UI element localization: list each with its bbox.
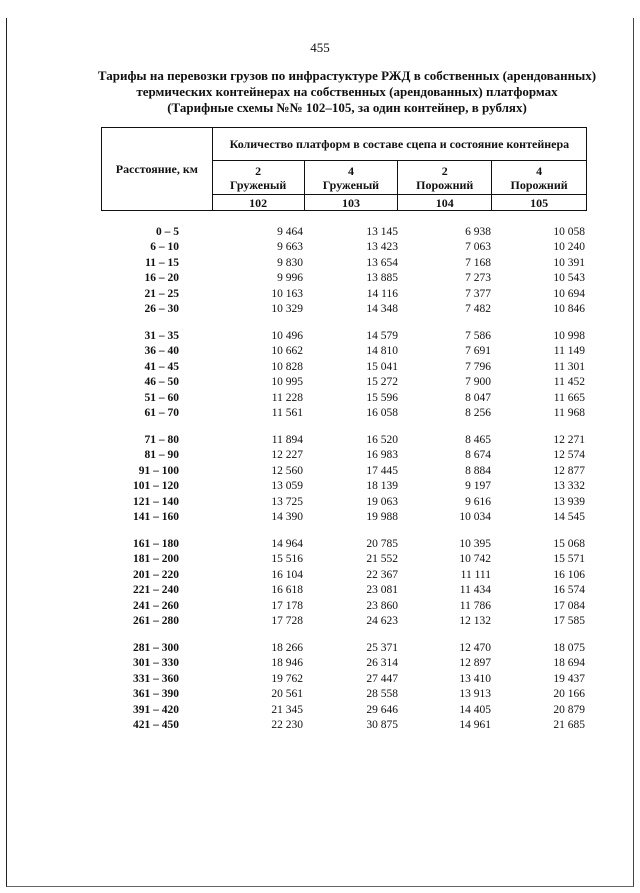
- tariff-103-cell: 19 063: [366, 495, 398, 508]
- distance-cell: 221 – 240: [133, 584, 179, 597]
- tariff-105-cell: 15 571: [553, 553, 585, 566]
- distance-cell: 36 – 40: [144, 345, 179, 358]
- tariff-105-cell: 10 391: [553, 256, 585, 269]
- tariff-code: 102: [212, 195, 304, 211]
- tariff-103-cell: 18 139: [366, 480, 398, 493]
- tariff-102-cell: 9 464: [277, 226, 303, 238]
- distance-cell: 26 – 30: [144, 303, 179, 315]
- tariff-105-cell: 19 437: [553, 672, 585, 685]
- table-row: [0, 434, 640, 449]
- distance-cell: 281 – 300: [133, 642, 179, 654]
- tariff-104-cell: 8 884: [465, 464, 491, 477]
- table-row: [0, 569, 640, 584]
- tariff-105-cell: 13 939: [553, 495, 585, 508]
- distance-cell: 201 – 220: [133, 568, 179, 581]
- tariff-104-cell: 9 616: [465, 495, 491, 508]
- tariff-105-cell: 16 574: [553, 584, 585, 597]
- tariff-102-cell: 10 496: [271, 330, 303, 342]
- tariff-104-cell: 13 913: [459, 688, 491, 701]
- tariff-code: 103: [304, 195, 398, 211]
- tariff-103-cell: 25 371: [366, 642, 398, 654]
- tariff-103-cell: 19 988: [366, 511, 398, 523]
- tariff-104-cell: 7 691: [465, 345, 491, 358]
- tariff-103-cell: 26 314: [366, 657, 398, 670]
- tariff-102-cell: 17 728: [271, 615, 303, 627]
- distance-cell: 101 – 120: [133, 480, 179, 493]
- tariff-102-cell: 18 266: [271, 642, 303, 654]
- table-row: [0, 449, 640, 464]
- distance-cell: 421 – 450: [133, 719, 179, 731]
- tariff-104-cell: 12 132: [459, 615, 491, 627]
- tariff-104-cell: 11 434: [459, 584, 491, 597]
- tariff-103-cell: 13 885: [366, 272, 398, 285]
- distance-cell: 46 – 50: [144, 376, 179, 389]
- container-state: Груженый: [322, 177, 380, 192]
- tariff-102-cell: 14 390: [271, 511, 303, 523]
- table-row: [0, 553, 640, 568]
- distance-header: Расстояние, км: [102, 128, 213, 211]
- tariff-104-cell: 8 465: [465, 434, 491, 446]
- distance-cell: 71 – 80: [144, 434, 179, 446]
- distance-cell: 81 – 90: [144, 449, 179, 462]
- tariff-103-cell: 14 810: [366, 345, 398, 358]
- distance-cell: 241 – 260: [133, 599, 179, 612]
- tariff-105-cell: 20 879: [553, 703, 585, 716]
- tariff-105-cell: 18 075: [553, 642, 585, 654]
- tariff-104-cell: 14 961: [459, 719, 491, 731]
- table-row: [0, 704, 640, 719]
- tariff-105-cell: 18 694: [553, 657, 585, 670]
- distance-cell: 61 – 70: [144, 407, 179, 419]
- container-state: Груженый: [230, 177, 287, 192]
- tariff-103-cell: 15 041: [366, 360, 398, 373]
- tariff-104-cell: 14 405: [459, 703, 491, 716]
- tariff-102-cell: 12 560: [271, 464, 303, 477]
- table-row: [0, 719, 640, 734]
- tariff-103-cell: 15 272: [366, 376, 398, 389]
- tariff-104-cell: 10 395: [459, 538, 491, 550]
- tariff-105-cell: 11 665: [553, 391, 585, 404]
- tariff-103-cell: 30 875: [366, 719, 398, 731]
- tariff-102-cell: 10 995: [271, 376, 303, 389]
- tariff-103-cell: 20 785: [366, 538, 398, 550]
- tariff-104-cell: 7 168: [465, 256, 491, 269]
- distance-cell: 0 – 5: [156, 226, 179, 238]
- distance-cell: 51 – 60: [144, 391, 179, 404]
- tariff-102-cell: 22 230: [271, 719, 303, 731]
- distance-cell: 16 – 20: [144, 272, 179, 285]
- tariff-105-cell: 10 240: [553, 241, 585, 254]
- distance-cell: 391 – 420: [133, 703, 179, 716]
- tariff-104-cell: 7 482: [465, 303, 491, 315]
- table-row: [0, 688, 640, 703]
- title-line-3: (Тарифные схемы №№ 102–105, за один контейнер, в рублях): [167, 100, 527, 115]
- tariff-104-cell: 7 796: [465, 360, 491, 373]
- platform-count: 4: [347, 163, 354, 178]
- tariff-104-cell: 8 674: [465, 449, 491, 462]
- tariff-102-cell: 14 964: [271, 538, 303, 550]
- table-row: [0, 345, 640, 360]
- tariff-104-cell: 7 900: [465, 376, 491, 389]
- table-row: [0, 257, 640, 272]
- tariff-105-cell: 17 585: [553, 615, 585, 627]
- tariff-102-cell: 20 561: [271, 688, 303, 701]
- tariff-105-cell: 13 332: [553, 480, 585, 493]
- platform-count: 2: [255, 163, 262, 178]
- tariff-105-cell: 20 166: [553, 688, 585, 701]
- tariff-105-cell: 11 968: [553, 407, 585, 419]
- tariff-103-cell: 22 367: [366, 568, 398, 581]
- tariff-104-cell: 7 063: [465, 241, 491, 254]
- table-row: [0, 392, 640, 407]
- table-row: [0, 303, 640, 318]
- tariff-103-cell: 16 983: [366, 449, 398, 462]
- table-row: [0, 330, 640, 345]
- distance-cell: 161 – 180: [133, 538, 179, 550]
- table-row: [0, 600, 640, 615]
- tariff-105-cell: 16 106: [553, 568, 585, 581]
- table-row: [0, 376, 640, 391]
- tariff-102-cell: 11 561: [271, 407, 303, 419]
- tariff-103-cell: 14 116: [366, 287, 398, 300]
- tariff-102-cell: 9 663: [277, 241, 303, 254]
- table-row: [0, 361, 640, 376]
- distance-cell: 261 – 280: [133, 615, 179, 627]
- tariff-103-cell: 29 646: [366, 703, 398, 716]
- tariff-102-cell: 10 828: [271, 360, 303, 373]
- tariff-102-cell: 9 996: [277, 272, 303, 285]
- tariff-105-cell: 12 877: [553, 464, 585, 477]
- tariff-104-cell: 11 786: [459, 599, 491, 612]
- tariff-103-cell: 13 145: [366, 226, 398, 238]
- table-row: [0, 272, 640, 287]
- tariff-103-cell: 13 423: [366, 241, 398, 254]
- tariff-102-cell: 16 104: [271, 568, 303, 581]
- distance-cell: 6 – 10: [150, 241, 179, 254]
- container-state: Порожний: [510, 177, 568, 192]
- tariff-104-cell: 12 897: [459, 657, 491, 670]
- tariff-105-cell: 10 846: [553, 303, 585, 315]
- tariff-105-cell: 15 068: [553, 538, 585, 550]
- platform-count: 4: [536, 163, 543, 178]
- title-line-1: Тарифы на перевозки грузов по инфрастуктуре РЖД в собственных (арендованных): [97, 68, 597, 83]
- distance-cell: 41 – 45: [144, 360, 179, 373]
- table-row: [0, 226, 640, 241]
- table-row: [0, 288, 640, 303]
- tariff-103-cell: 23 081: [366, 584, 398, 597]
- tariff-104-cell: 12 470: [459, 642, 491, 654]
- tariff-code: 105: [492, 195, 587, 211]
- tariff-103-cell: 16 520: [366, 434, 398, 446]
- tariff-105-cell: 11 301: [553, 360, 585, 373]
- tariff-104-cell: 11 111: [460, 568, 491, 581]
- table-row: [0, 642, 640, 657]
- table-row: [0, 615, 640, 630]
- tariff-103-cell: 28 558: [366, 688, 398, 701]
- distance-cell: 91 – 100: [138, 464, 179, 477]
- tariff-102-cell: 17 178: [271, 599, 303, 612]
- tariff-103-cell: 21 552: [366, 553, 398, 566]
- tariff-104-cell: 10 742: [459, 553, 491, 566]
- table-row: [0, 657, 640, 672]
- distance-cell: 141 – 160: [133, 511, 179, 523]
- tariff-105-cell: 17 084: [553, 599, 585, 612]
- tariff-105-cell: 10 694: [553, 287, 585, 300]
- tariff-105-cell: 10 543: [553, 272, 585, 285]
- tariff-code: 104: [398, 195, 492, 211]
- distance-cell: 361 – 390: [133, 688, 179, 701]
- table-row: [0, 673, 640, 688]
- tariff-102-cell: 15 516: [271, 553, 303, 566]
- tariff-102-cell: 11 894: [271, 434, 303, 446]
- tariff-102-cell: 10 329: [271, 303, 303, 315]
- tariff-105-cell: 11 149: [553, 345, 585, 358]
- tariff-102-cell: 13 059: [271, 480, 303, 493]
- title-line-2: термических контейнерах на собственных (арендованных) платформах: [136, 84, 558, 99]
- table-row: [0, 241, 640, 256]
- tariff-102-cell: 16 618: [271, 584, 303, 597]
- container-state: Порожний: [416, 177, 474, 192]
- distance-cell: 181 – 200: [133, 553, 179, 566]
- tariff-105-cell: 12 271: [553, 434, 585, 446]
- table-row: [0, 511, 640, 526]
- platform-count: 2: [441, 163, 448, 178]
- table-row: [0, 465, 640, 480]
- tariff-102-cell: 13 725: [271, 495, 303, 508]
- distance-cell: 301 – 330: [133, 657, 179, 670]
- distance-cell: 11 – 15: [145, 256, 179, 269]
- distance-cell: 331 – 360: [133, 672, 179, 685]
- tariff-103-cell: 16 058: [366, 407, 398, 419]
- tariff-105-cell: 12 574: [553, 449, 585, 462]
- tariff-103-cell: 14 579: [366, 330, 398, 342]
- tariff-103-cell: 15 596: [366, 391, 398, 404]
- tariff-102-cell: 19 762: [271, 672, 303, 685]
- tariff-105-cell: 11 452: [553, 376, 585, 389]
- tariff-104-cell: 8 256: [465, 407, 491, 419]
- tariff-103-cell: 13 654: [366, 256, 398, 269]
- tariff-104-cell: 9 197: [465, 480, 491, 493]
- tariff-104-cell: 7 586: [465, 330, 491, 342]
- tariff-102-cell: 9 830: [277, 256, 303, 269]
- page-number: 455: [310, 40, 330, 55]
- distance-cell: 121 – 140: [133, 495, 179, 508]
- tariff-104-cell: 8 047: [465, 391, 491, 404]
- tariff-103-cell: 24 623: [366, 615, 398, 627]
- distance-cell: 21 – 25: [144, 287, 179, 300]
- tariff-102-cell: 10 163: [271, 287, 303, 300]
- tariff-104-cell: 13 410: [459, 672, 491, 685]
- table-row: [0, 584, 640, 599]
- tariff-102-cell: 11 228: [271, 391, 303, 404]
- tariff-103-cell: 27 447: [366, 672, 398, 685]
- tariff-102-cell: 12 227: [271, 449, 303, 462]
- tariff-105-cell: 10 998: [553, 330, 585, 342]
- tariff-103-cell: 23 860: [366, 599, 398, 612]
- distance-cell: 31 – 35: [144, 330, 179, 342]
- table-row: [0, 538, 640, 553]
- tariff-103-cell: 14 348: [366, 303, 398, 315]
- tariff-102-cell: 18 946: [271, 657, 303, 670]
- tariff-104-cell: 10 034: [459, 511, 491, 523]
- tariff-104-cell: 6 938: [465, 226, 491, 238]
- table-row: [0, 496, 640, 511]
- group-header: Количество платформ в составе сцепа и состояние контейнера: [212, 128, 586, 161]
- tariff-102-cell: 21 345: [271, 703, 303, 716]
- tariff-105-cell: 14 545: [553, 511, 585, 523]
- tariff-104-cell: 7 377: [465, 287, 491, 300]
- tariff-105-cell: 10 058: [553, 226, 585, 238]
- tariff-102-cell: 10 662: [271, 345, 303, 358]
- tariff-104-cell: 7 273: [465, 272, 491, 285]
- table-row: [0, 407, 640, 422]
- tariff-103-cell: 17 445: [366, 464, 398, 477]
- tariff-105-cell: 21 685: [553, 719, 585, 731]
- table-row: [0, 480, 640, 495]
